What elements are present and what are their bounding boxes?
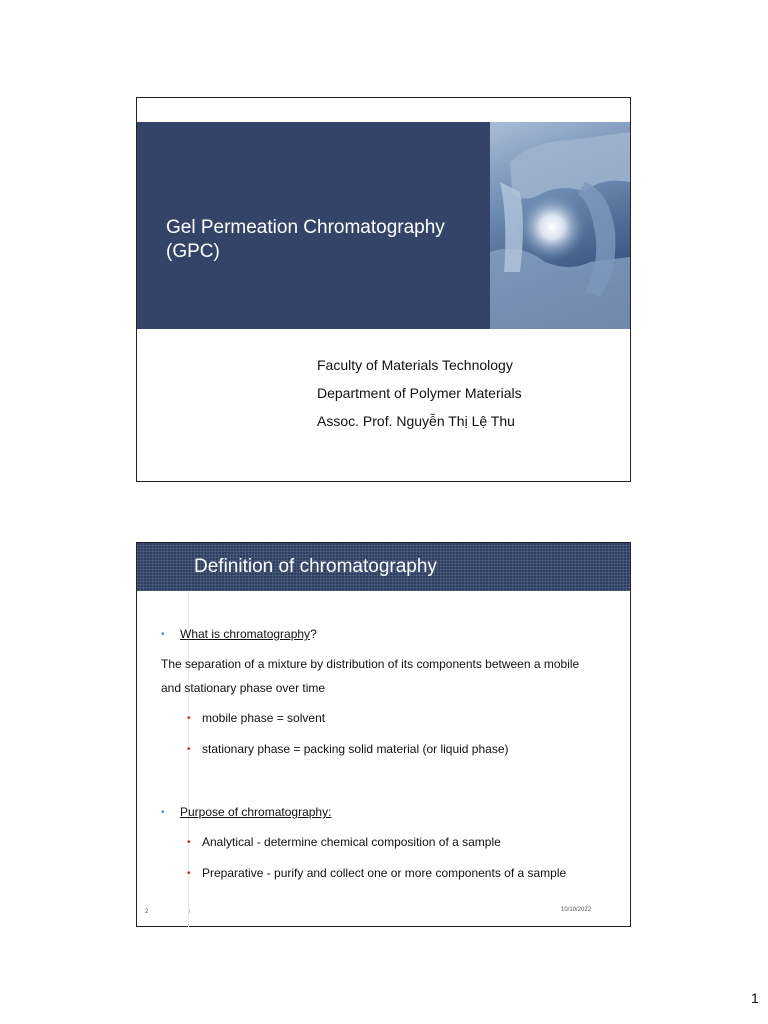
question-what-is xyxy=(180,627,317,641)
footer-mark: I xyxy=(189,909,191,915)
definition-line-2: and stationary phase over time xyxy=(161,681,326,695)
phase-item: stationary phase = packing solid material (or liquid phase) xyxy=(202,742,509,756)
question-what-is-label: What is chromatography xyxy=(180,627,311,641)
slide-date: 10/10/2022 xyxy=(561,907,592,913)
title-line-1: Gel Permeation Chromatography xyxy=(166,217,445,238)
bullet-dot-icon: • xyxy=(187,868,191,879)
purpose-item: Preparative - purify and collect one or more components of a sample xyxy=(202,866,567,880)
definition-line-1: The separation of a mixture by distribution of its components between a mobile xyxy=(161,657,580,671)
slide-body xyxy=(137,543,630,926)
faculty-text: Faculty of Materials Technology xyxy=(317,357,513,373)
author-text: Assoc. Prof. Nguyễn Thị Lệ Thu xyxy=(317,413,515,429)
bullet-dot-icon: • xyxy=(187,713,191,724)
phase-item: mobile phase = solvent xyxy=(202,711,326,725)
hands-photo-illustration xyxy=(490,122,630,329)
bullet-dot-icon: • xyxy=(161,807,165,818)
department-text: Department of Polymer Materials xyxy=(317,385,522,401)
purpose-item: Analytical - determine chemical composition of a sample xyxy=(202,835,501,849)
slide-title: Definition of chromatography xyxy=(194,556,437,577)
question-mark: ? xyxy=(310,627,317,641)
question-purpose: Purpose of chromatography: xyxy=(180,805,332,819)
slide-1 xyxy=(136,97,631,482)
hands-framing-photo xyxy=(490,122,630,329)
author-info xyxy=(317,351,522,435)
title-band xyxy=(137,122,630,329)
slide-title xyxy=(166,216,496,264)
slide-number: 2 xyxy=(145,909,149,915)
page-number: 1 xyxy=(751,990,759,1006)
title-line-2: (GPC) xyxy=(166,241,220,262)
slide-2 xyxy=(136,542,631,927)
bullet-dot-icon: • xyxy=(187,837,191,848)
bullet-dot-icon: • xyxy=(187,744,191,755)
bullet-dot-icon: • xyxy=(161,629,165,640)
